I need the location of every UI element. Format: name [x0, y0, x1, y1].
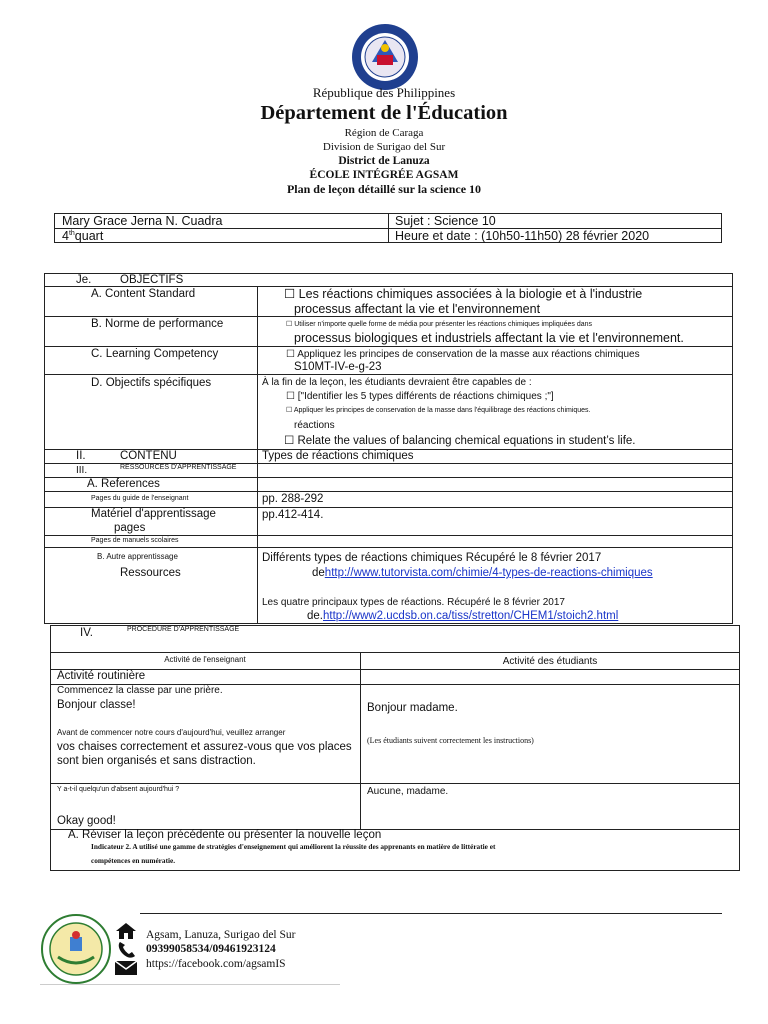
content-num: II.: [76, 450, 86, 462]
content-standard-label: A. Content Standard: [91, 288, 196, 300]
routine-activity: Activité routinière: [57, 670, 146, 682]
school-logo: [40, 913, 112, 985]
subject: Sujet : Science 10: [395, 214, 496, 228]
prayer-instruction: Commencez la classe par une prière.: [57, 685, 223, 696]
references-label: A. References: [87, 478, 160, 490]
resources-num: III.: [76, 465, 88, 476]
deped-seal: [350, 22, 420, 92]
learning-competency-label: C. Learning Competency: [91, 348, 219, 360]
arrange-chairs-1: Avant de commencer notre cours d'aujourd'hui, veuillez arranger: [57, 728, 286, 737]
content-label: CONTENU: [120, 450, 177, 462]
reference-2: de.http://www2.ucdsb.on.ca/tiss/stretton/CHEM1/stoich2.html: [307, 610, 619, 622]
home-icon: [114, 922, 138, 940]
indicator-line-2: compétences en numératie.: [91, 856, 176, 865]
department-title: Département de l'Éducation: [260, 102, 508, 124]
reference-1: dehttp://www.tutorvista.com/chimie/4-types-de-reactions-chimiques: [312, 567, 653, 579]
indicator-line-1: Indicateur 2. A utilisé une gamme de stratégies d'enseignement qui améliorent la réussite des apprenants en matière de littératie et: [91, 842, 496, 851]
textbook-pages-label: Pages de manuels scolaires: [91, 537, 179, 544]
content-standard-text: ☐ Les réactions chimiques associées à la biologie et à l'industrie: [284, 287, 643, 301]
footer-divider: [140, 913, 722, 914]
objective-item-2b: réactions: [294, 420, 335, 431]
district-line: District de Lanuza: [338, 155, 430, 167]
reference-2-link[interactable]: http://www2.ucdsb.on.ca/tiss/stretton/CHEM1/stoich2.html: [323, 610, 619, 622]
material-pages-label-2: pages: [114, 522, 146, 534]
greeting-teacher: Bonjour classe!: [57, 699, 136, 711]
material-pages-value: pp.412-414.: [262, 509, 324, 521]
footer-facebook[interactable]: https://facebook.com/agsamIS: [146, 958, 286, 970]
material-pages-label: Matériel d'apprentissage: [91, 508, 216, 520]
quarter: 4thquart: [62, 229, 104, 244]
phone-icon: [116, 941, 136, 959]
performance-standard-text: ☐ Utiliser n'importe quelle forme de média pour présenter les réactions chimiques impliquées dans: [286, 321, 593, 328]
division-line: Division de Surigao del Sur: [322, 141, 446, 153]
objectives-heading: OBJECTIFS: [120, 274, 184, 286]
footer-bottom-line: [40, 984, 340, 985]
teacher-activity-header: Activité de l'enseignant: [164, 655, 246, 664]
absent-question: Y a-t-il quelqu'un d'absent aujourd'hui ?: [57, 786, 180, 793]
reference-1-link[interactable]: http://www.tutorvista.com/chimie/4-types-de-reactions-chimiques: [324, 567, 653, 579]
students-follow: (Les étudiants suivent correctement les instructions): [367, 736, 534, 745]
procedure-num: IV.: [80, 627, 94, 639]
mail-icon: [114, 960, 138, 976]
performance-standard-label: B. Norme de performance: [91, 318, 224, 330]
guide-pages-value: pp. 288-292: [262, 493, 324, 505]
objectives-num: Je.: [76, 274, 92, 286]
objective-item-3: ☐ Relate the values of balancing chemical equations in student’s life.: [284, 435, 636, 447]
region-line: Région de Caraga: [344, 127, 424, 139]
other-resources-label: B. Autre apprentissage: [97, 552, 178, 561]
greeting-student: Bonjour madame.: [367, 702, 458, 714]
footer-phone: 09399058534/09461923124: [146, 943, 276, 955]
competency-code: S10MT-IV-e-g-23: [294, 361, 382, 373]
reference-1-text: Différents types de réactions chimiques Récupéré le 8 février 2017: [262, 552, 602, 564]
performance-standard-text-2: processus biologiques et industriels affectant la vie et l'environnement.: [294, 331, 684, 345]
specific-objectives-label: D. Objectifs spécifiques: [91, 377, 212, 389]
objective-item-2: ☐ Appliquer les principes de conservation de la masse dans l'équilibrage des réactions chimiques.: [286, 407, 591, 414]
student-activity-header: Activité des étudiants: [502, 656, 598, 667]
okay-good: Okay good!: [57, 815, 116, 827]
arrange-chairs-2: vos chaises correctement et assurez-vous que vos places: [57, 741, 352, 753]
other-resources-label-2: Ressources: [120, 567, 181, 579]
guide-pages-label: Pages du guide de l'enseignant: [91, 495, 189, 502]
content-standard-text-2: processus affectant la vie et l'environnement: [294, 302, 541, 316]
arrange-chairs-3: sont bien organisés et sans distraction.: [57, 755, 256, 767]
resources-label: RESSOURCES D'APPRENTISSAGE: [120, 464, 237, 471]
school-line: ÉCOLE INTÉGRÉE AGSAM: [309, 169, 459, 181]
footer-address: Agsam, Lanuza, Surigao del Sur: [146, 929, 296, 941]
learning-competency-text: ☐ Appliquez les principes de conservation de la masse aux réactions chimiques: [286, 349, 640, 360]
student-absent-answer: Aucune, madame.: [367, 786, 449, 797]
procedure-label: PROCEDURE D'APPRENTISSAGE: [127, 626, 240, 633]
teacher-name: Mary Grace Jerna N. Cuadra: [62, 214, 223, 228]
reference-2-text: Les quatre principaux types de réactions. Récupéré le 8 février 2017: [262, 597, 565, 608]
review-lesson: A. Réviser la leçon précédente ou présenter la nouvelle leçon: [68, 829, 382, 841]
specific-objectives-intro: À la fin de la leçon, les étudiants devraient être capables de :: [262, 377, 532, 388]
objective-item-1: ☐ ["Identifier les 5 types différents de réactions chimiques ;"]: [286, 391, 554, 402]
plan-title: Plan de leçon détaillé sur la science 10: [286, 182, 482, 196]
content-value: Types de réactions chimiques: [262, 450, 414, 462]
time-date: Heure et date : (10h50-11h50) 28 février 2020: [395, 229, 650, 243]
republic-line: République des Philippines: [312, 85, 456, 100]
